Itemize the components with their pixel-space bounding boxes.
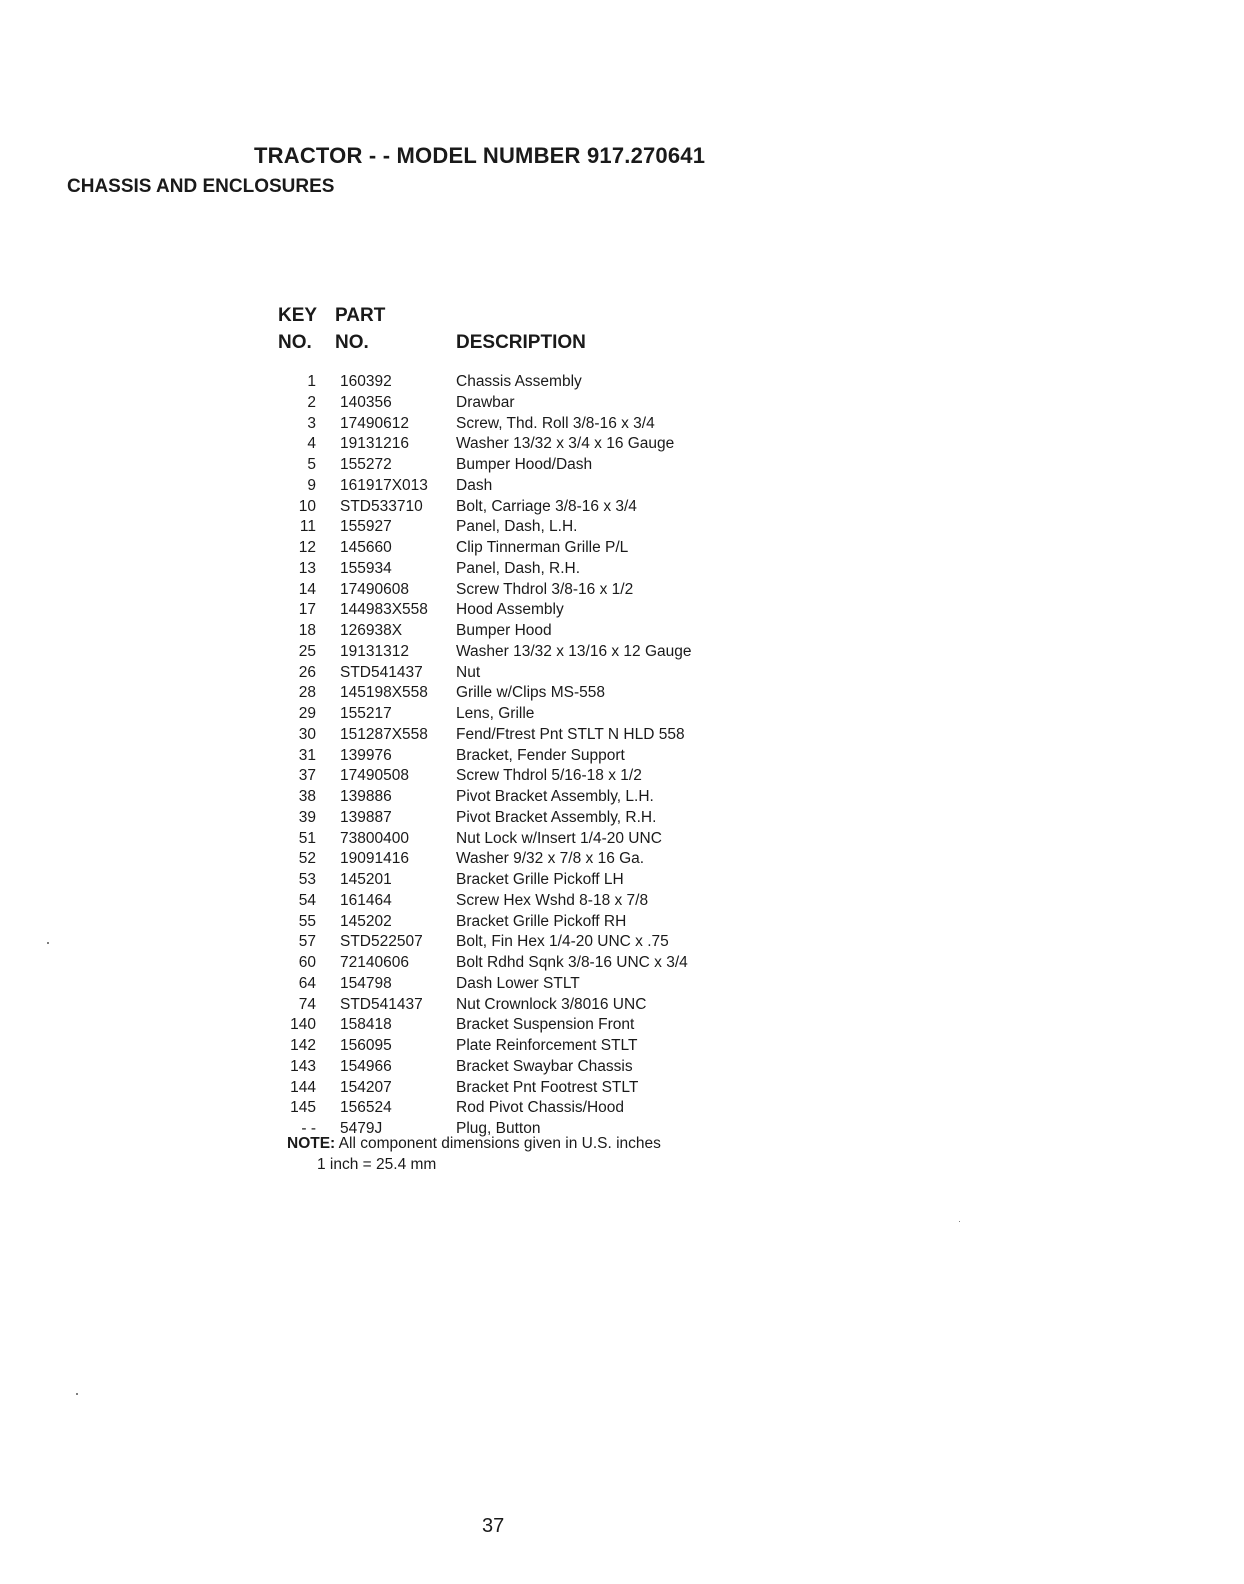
key-no: 54 bbox=[298, 891, 316, 909]
table-row bbox=[280, 787, 760, 808]
description: Screw Thdrol 5/16-18 x 1/2 bbox=[456, 767, 642, 785]
part-no: 145198X558 bbox=[340, 684, 428, 702]
key-no: 12 bbox=[298, 539, 316, 556]
description: Nut Crownlock 3/8016 UNC bbox=[456, 995, 647, 1013]
part-no: 154798 bbox=[340, 974, 392, 992]
table-row bbox=[280, 870, 760, 891]
description: Screw Thdrol 3/8-16 x 1/2 bbox=[456, 580, 634, 598]
key-no: 2 bbox=[307, 393, 316, 411]
table-row bbox=[280, 912, 760, 933]
description: Clip Tinnerman Grille P/L bbox=[456, 539, 629, 556]
table-row bbox=[280, 663, 760, 684]
page-title: TRACTOR - - MODEL NUMBER 917.270641 bbox=[254, 143, 706, 168]
note bbox=[287, 1133, 661, 1175]
table-row bbox=[280, 1015, 760, 1036]
part-no: 161464 bbox=[340, 891, 392, 909]
description: Chassis Assembly bbox=[456, 373, 582, 390]
description: Rod Pivot Chassis/Hood bbox=[456, 1099, 624, 1117]
parts-list bbox=[280, 372, 760, 1140]
part-no: 156524 bbox=[340, 1099, 392, 1117]
page-number: 37 bbox=[482, 1515, 505, 1537]
part-no: 139887 bbox=[340, 808, 392, 826]
part-no: 155927 bbox=[340, 518, 392, 536]
table-row bbox=[280, 808, 760, 829]
key-no: 13 bbox=[298, 559, 316, 577]
column-header-part-no: NO. bbox=[335, 332, 369, 353]
table-row bbox=[280, 517, 760, 538]
scan-speck bbox=[47, 942, 49, 944]
key-no: 9 bbox=[307, 476, 316, 494]
key-no: 145 bbox=[290, 1099, 316, 1117]
description: Drawbar bbox=[456, 393, 515, 411]
key-no: 30 bbox=[298, 725, 316, 743]
table-row bbox=[280, 725, 760, 746]
description: Bracket, Fender Support bbox=[456, 746, 625, 764]
description: Bolt, Fin Hex 1/4-20 UNC x .75 bbox=[456, 933, 669, 951]
table-row bbox=[280, 621, 760, 642]
table-row bbox=[280, 476, 760, 497]
key-no: 38 bbox=[298, 788, 316, 805]
description: Screw, Thd. Roll 3/8-16 x 3/4 bbox=[456, 414, 655, 432]
description: Bracket Grille Pickoff RH bbox=[456, 912, 627, 930]
description: Nut Lock w/Insert 1/4-20 UNC bbox=[456, 829, 662, 847]
table-row bbox=[280, 455, 760, 476]
part-no: STD541437 bbox=[340, 663, 423, 681]
part-no: 139886 bbox=[340, 788, 392, 805]
table-row bbox=[280, 538, 760, 559]
part-no: 155934 bbox=[340, 559, 392, 577]
table-row bbox=[280, 642, 760, 663]
key-no: 143 bbox=[290, 1057, 316, 1075]
table-row bbox=[280, 414, 760, 435]
part-no: 155272 bbox=[340, 456, 392, 473]
description: Hood Assembly bbox=[456, 601, 564, 619]
note-label: NOTE: bbox=[287, 1135, 336, 1152]
key-no: 140 bbox=[290, 1016, 316, 1034]
table-row bbox=[280, 372, 760, 393]
table-row bbox=[280, 1078, 760, 1099]
description: Fend/Ftrest Pnt STLT N HLD 558 bbox=[456, 725, 685, 743]
part-no: 151287X558 bbox=[340, 725, 428, 743]
description: Screw Hex Wshd 8-18 x 7/8 bbox=[456, 891, 649, 909]
table-row bbox=[280, 1036, 760, 1057]
part-no: 5479J bbox=[340, 1120, 383, 1137]
part-no: 156095 bbox=[340, 1037, 392, 1054]
key-no: 55 bbox=[298, 912, 316, 930]
key-no: 18 bbox=[298, 622, 316, 639]
part-no: STD541437 bbox=[340, 995, 423, 1013]
part-no: 158418 bbox=[340, 1016, 392, 1034]
description: Dash Lower STLT bbox=[456, 974, 580, 992]
table-row bbox=[280, 953, 760, 974]
key-no: 5 bbox=[307, 456, 316, 473]
column-header-description: DESCRIPTION bbox=[456, 332, 586, 353]
part-no: 19131216 bbox=[340, 435, 409, 453]
part-no: STD533710 bbox=[340, 497, 423, 515]
description: Bracket Pnt Footrest STLT bbox=[456, 1078, 639, 1096]
key-no: 4 bbox=[307, 435, 316, 453]
part-no: 145660 bbox=[340, 539, 392, 556]
table-row bbox=[280, 1057, 760, 1078]
key-no: 3 bbox=[307, 414, 316, 432]
description: Washer 13/32 x 3/4 x 16 Gauge bbox=[456, 435, 675, 453]
column-header-part: PART bbox=[335, 305, 386, 326]
key-no: 1 bbox=[307, 373, 316, 390]
key-no: 31 bbox=[298, 746, 316, 764]
part-no: STD522507 bbox=[340, 933, 423, 951]
table-row bbox=[280, 434, 760, 455]
description: Bracket Suspension Front bbox=[456, 1016, 635, 1034]
key-no: 53 bbox=[298, 871, 316, 888]
column-header-key: KEY bbox=[278, 305, 318, 326]
key-no: 60 bbox=[298, 954, 316, 971]
table-row bbox=[280, 559, 760, 580]
part-no: 161917X013 bbox=[340, 476, 428, 494]
description: Bracket Swaybar Chassis bbox=[456, 1057, 633, 1075]
part-no: 145201 bbox=[340, 871, 392, 888]
table-row bbox=[280, 995, 760, 1016]
table-row bbox=[280, 849, 760, 870]
note-conversion: 1 inch = 25.4 mm bbox=[317, 1156, 437, 1173]
description: Bracket Grille Pickoff LH bbox=[456, 871, 624, 888]
table-row bbox=[280, 974, 760, 995]
key-no: 26 bbox=[298, 663, 316, 681]
table-row bbox=[280, 1098, 760, 1119]
key-no: 29 bbox=[298, 705, 316, 722]
key-no: 17 bbox=[298, 601, 316, 619]
part-no: 140356 bbox=[340, 393, 392, 411]
part-no: 155217 bbox=[340, 705, 392, 722]
key-no: 64 bbox=[298, 974, 316, 992]
table-row bbox=[280, 766, 760, 787]
key-no: 57 bbox=[298, 933, 316, 951]
part-no: 72140606 bbox=[340, 954, 409, 971]
description: Grille w/Clips MS-558 bbox=[456, 684, 606, 702]
key-no: 144 bbox=[290, 1078, 316, 1096]
description: Plate Reinforcement STLT bbox=[456, 1037, 638, 1054]
key-no: 11 bbox=[299, 518, 316, 536]
part-no: 73800400 bbox=[340, 829, 409, 847]
table-row bbox=[280, 891, 760, 912]
part-no: 154966 bbox=[340, 1057, 392, 1075]
description: Bolt, Carriage 3/8-16 x 3/4 bbox=[456, 497, 637, 515]
description: Washer 9/32 x 7/8 x 16 Ga. bbox=[456, 850, 645, 868]
table-row bbox=[280, 932, 760, 953]
key-no: 25 bbox=[298, 642, 316, 660]
part-no: 19091416 bbox=[340, 850, 409, 868]
part-no: 144983X558 bbox=[340, 601, 428, 619]
description: Washer 13/32 x 13/16 x 12 Gauge bbox=[456, 642, 692, 660]
description: Panel, Dash, L.H. bbox=[456, 518, 578, 536]
table-row bbox=[280, 497, 760, 518]
description: Pivot Bracket Assembly, R.H. bbox=[456, 808, 657, 826]
description: Lens, Grille bbox=[456, 705, 535, 722]
part-no: 154207 bbox=[340, 1078, 392, 1096]
description: Pivot Bracket Assembly, L.H. bbox=[456, 788, 654, 805]
key-no: 74 bbox=[298, 995, 316, 1013]
part-no: 19131312 bbox=[340, 642, 409, 660]
table-row bbox=[280, 683, 760, 704]
key-no: 14 bbox=[298, 580, 316, 598]
scan-speck bbox=[959, 1221, 960, 1222]
description: Panel, Dash, R.H. bbox=[456, 559, 581, 577]
note-text: All component dimensions given in U.S. inches bbox=[335, 1135, 661, 1152]
description: Nut bbox=[456, 663, 481, 681]
description: Bumper Hood bbox=[456, 622, 552, 639]
table-row bbox=[280, 580, 760, 601]
description: Dash bbox=[456, 476, 493, 494]
part-no: 17490608 bbox=[340, 580, 409, 598]
table-row bbox=[280, 393, 760, 414]
part-no: 139976 bbox=[340, 746, 392, 764]
column-header-key-no: NO. bbox=[278, 332, 312, 353]
description: Bumper Hood/Dash bbox=[456, 456, 593, 473]
key-no: 39 bbox=[298, 808, 316, 826]
part-no: 17490612 bbox=[340, 414, 409, 432]
description: Plug, Button bbox=[456, 1120, 541, 1137]
table-row bbox=[280, 829, 760, 850]
key-no: 10 bbox=[298, 497, 316, 515]
key-no: 28 bbox=[298, 684, 316, 702]
table-row bbox=[280, 704, 760, 725]
section-title: CHASSIS AND ENCLOSURES bbox=[67, 176, 335, 197]
key-no: 142 bbox=[290, 1037, 316, 1054]
key-no: 52 bbox=[298, 850, 316, 868]
key-no: 37 bbox=[298, 767, 316, 785]
key-no: 51 bbox=[298, 829, 316, 847]
table-row bbox=[280, 600, 760, 621]
part-no: 17490508 bbox=[340, 767, 409, 785]
table-row bbox=[280, 746, 760, 767]
key-no: - - bbox=[301, 1120, 316, 1137]
description: Bolt Rdhd Sqnk 3/8-16 UNC x 3/4 bbox=[456, 954, 688, 971]
part-no: 145202 bbox=[340, 912, 392, 930]
part-no: 126938X bbox=[340, 622, 403, 639]
scan-speck bbox=[76, 1393, 78, 1395]
part-no: 160392 bbox=[340, 373, 392, 390]
